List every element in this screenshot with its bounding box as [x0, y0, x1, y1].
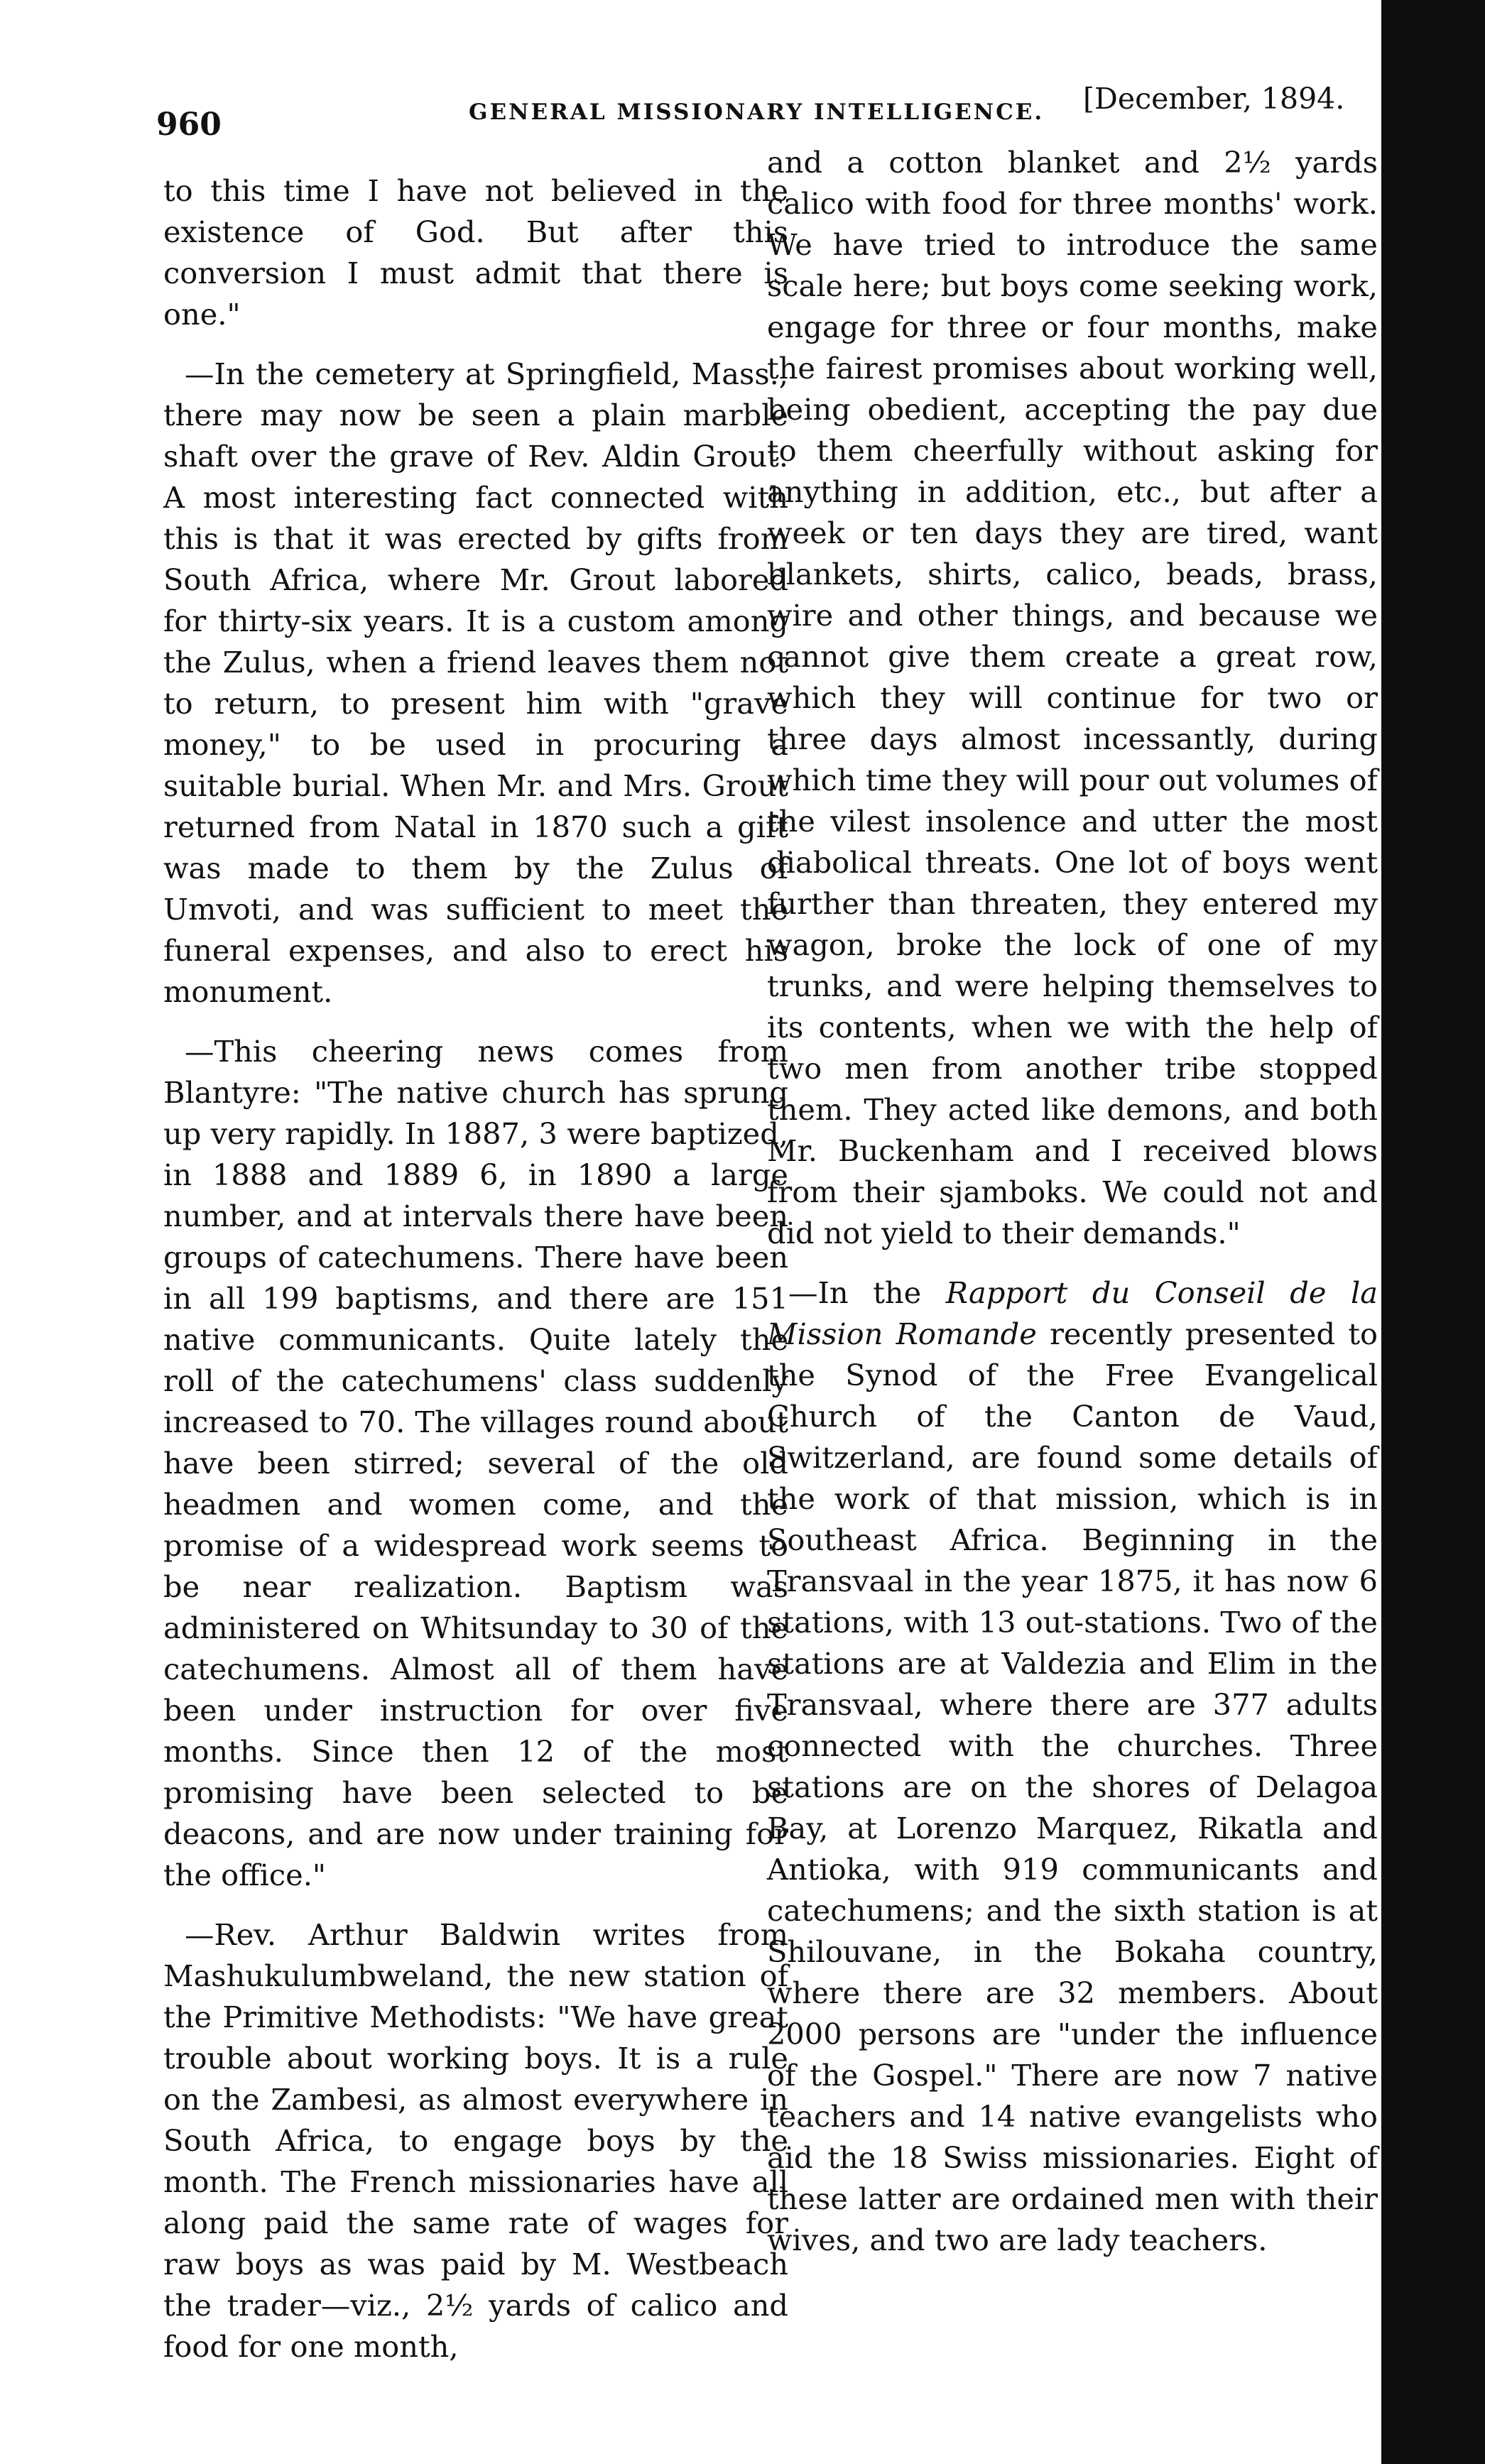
running-date: [December, 1894. — [1083, 82, 1345, 116]
paragraph-blantyre: —This cheering news comes from Blantyre: "The native church has sprung up very rapidly. In 1887, 3 were baptized, in 1888 and 1889 6, in 1890 a large number, and at intervals there have been groups of catechumens. There have been in all 199 baptisms, and there are 151 native communicants. Quite lately the roll of the catechumens' class suddenly increased to 70. The villages round about have been stirred; several of the old headmen and women come, and the promise of a widespread work seems to be near realization. Baptism was administered on Whitsunday to 30 of the catechumens. Almost all of them have been under instruction for over five months. Since then 12 of the most promising have been selected to be deacons, and are now under training for the office." — [163, 1034, 788, 1892]
running-title: GENERAL MISSIONARY INTELLIGENCE. — [469, 99, 1045, 125]
romande-body: recently presented to the Synod of the Free Evangelical Church of the Canton de Vaud, Switzerland, are found some details of the work of that mission, which is in Southeast Africa. Beginning in the Transvaal in the year 1875, it has now 6 stations, with 13 out-stations. Two of the stations are at Valdezia and Elim in the Transvaal, where there are 377 adults connected with the churches. Three stations are on the shores of Delagoa Bay, at Lorenzo Marquez, Rikatla and Antioka, with 919 communicants and catechumens; and the sixth station is at Shilouvane, in the Bokaha country, where there are 32 members. About 2000 persons are "under the influence of the Gospel." There are now 7 native teachers and 14 native evangelists who aid the 18 Swiss missionaries. Eight of these latter are ordained men with their wives, and two are lady teachers. — [767, 1317, 1378, 2257]
romande-lead: —In the — [788, 1275, 946, 1310]
right-column — [767, 142, 1378, 2279]
page-number: 960 — [156, 107, 222, 143]
binding-edge — [1381, 0, 1485, 2464]
paragraph-romande — [767, 1272, 1378, 2261]
paragraph-continuation: to this time I have not believed in the existence of God. But after this conversion I must admit that there is one." — [163, 173, 788, 332]
romande-report-title: Rapport du Conseil de la Mission Romande — [767, 1275, 1378, 1351]
paragraph-baldwin: —Rev. Arthur Baldwin writes from Mashukulumbweland, the new station of the Primitive Methodists: "We have great trouble about working boys. It is a rule on the Zambesi, as almost everywhere in South Africa, to engage boys by the month. The French missionaries have all along paid the same rate of wages for raw boys as was paid by M. Westbeach the trader—viz., 2½ yards of calico and food for one month, — [163, 1917, 788, 2364]
left-column — [163, 170, 788, 2386]
paragraph-baldwin-continued: and a cotton blanket and 2½ yards calico with food for three months' work. We have tried to introduce the same scale here; but boys come seeking work, engage for three or four months, make the fairest promises about working well, being obedient, accepting the pay due to them cheerfully without asking for anything in addition, etc., but after a week or ten days they are tired, want blankets, shirts, calico, beads, brass, wire and other things, and because we cannot give them create a great row, which they will continue for two or three days almost incessantly, during which time they will pour out volumes of the vilest insolence and utter the most diabolical threats. One lot of boys went further than threaten, they entered my wagon, broke the lock of one of my trunks, and were helping themselves to its contents, when we with the help of two men from another tribe stopped them. They acted like demons, and both Mr. Buckenham and I received blows from their sjamboks. We could not and did not yield to their demands." — [767, 145, 1378, 1250]
paragraph-springfield: —In the cemetery at Springfield, Mass., there may now be seen a plain marble shaft over the grave of Rev. Aldin Grout. A most interesting fact connected with this is that it was erected by gifts from South Africa, where Mr. Grout labored for thirty-six years. It is a custom among the Zulus, when a friend leaves them not to return, to present him with "grave money," to be used in procuring a suitable burial. When Mr. and Mrs. Grout returned from Natal in 1870 such a gift was made to them by the Zulus of Umvoti, and was sufficient to meet the funeral expenses, and also to erect his monument. — [163, 356, 788, 1009]
